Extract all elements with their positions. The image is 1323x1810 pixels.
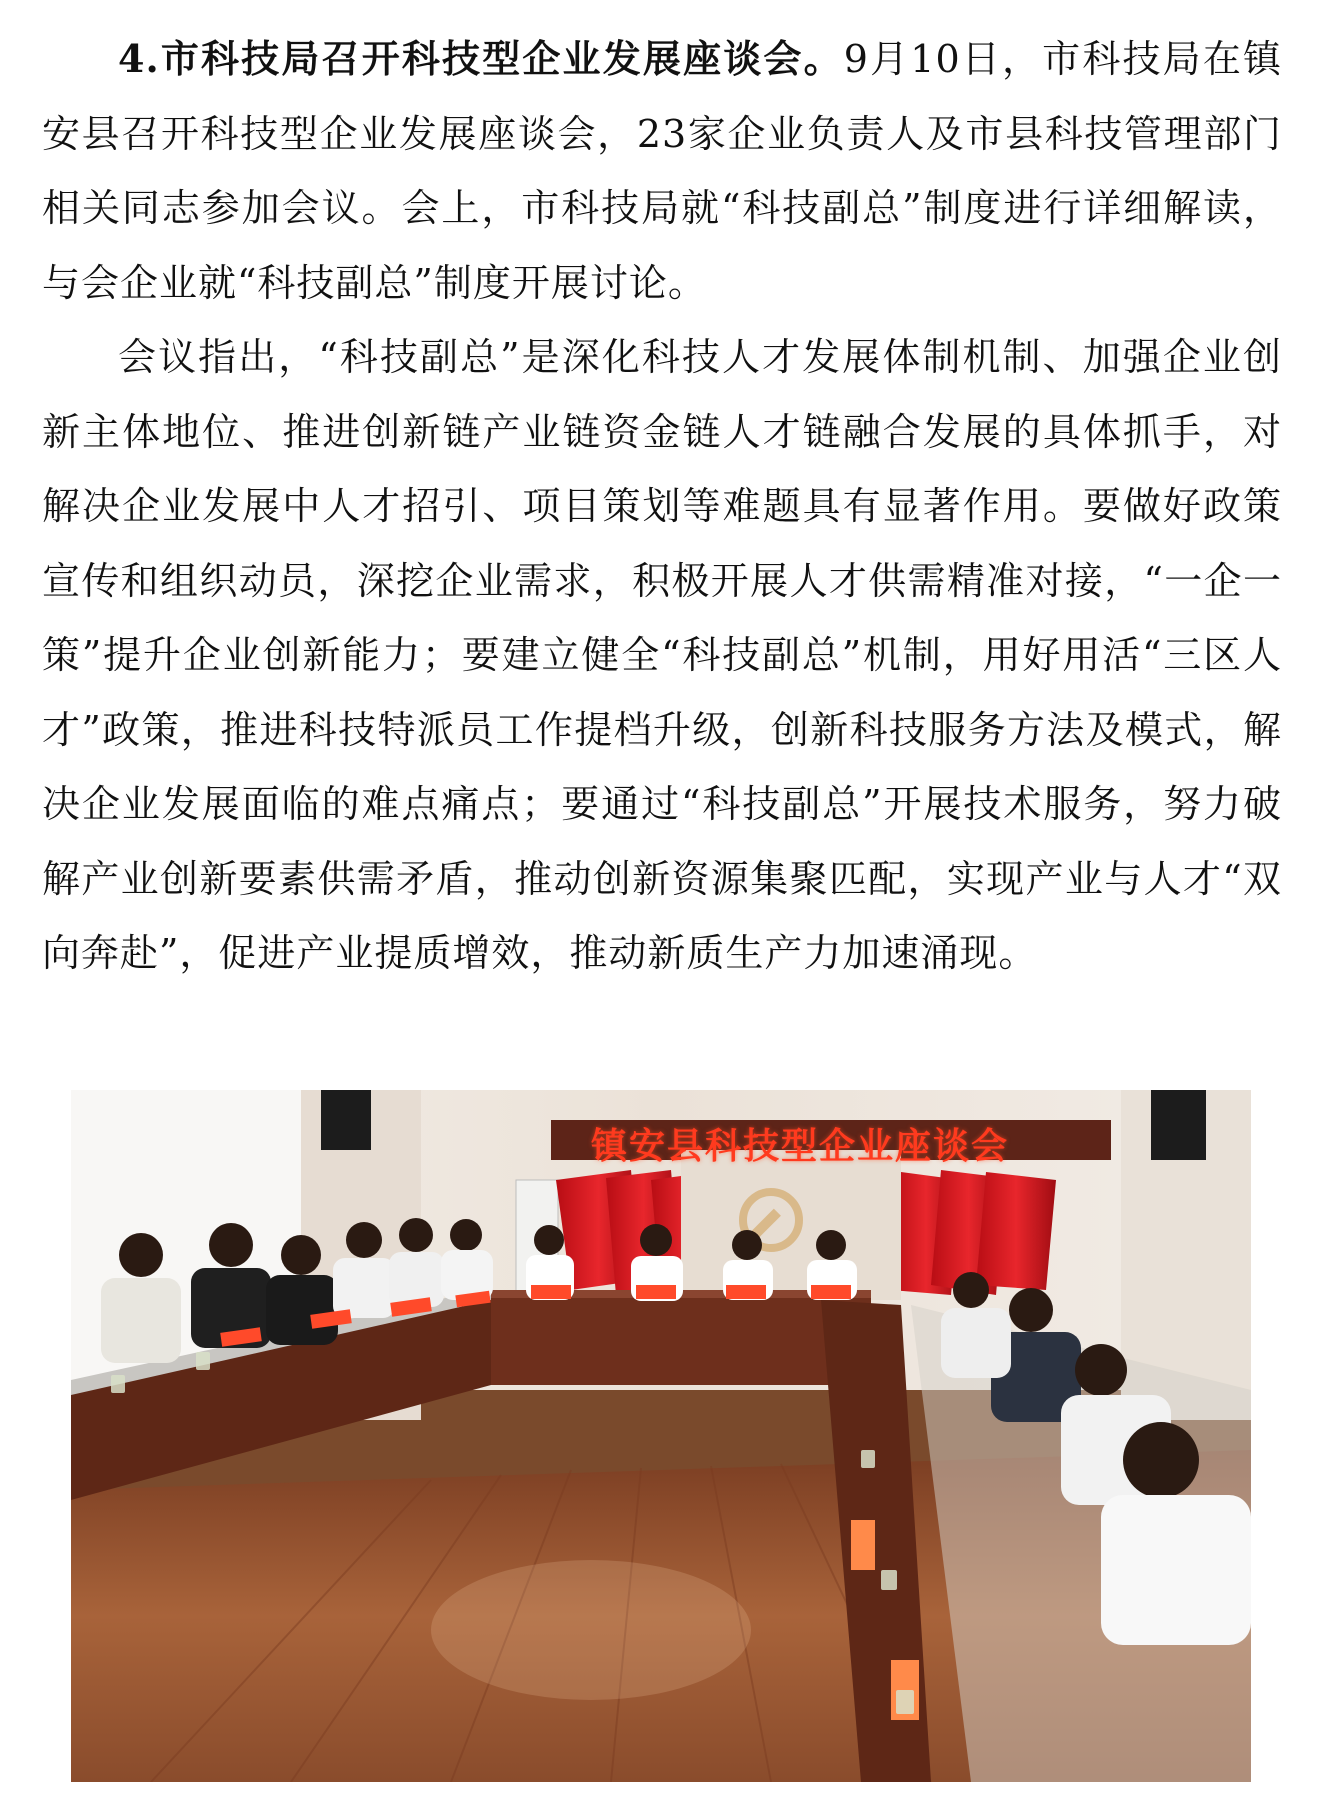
paragraph-lead-title: 4.市科技局召开科技型企业发展座谈会。 [118, 36, 844, 81]
meeting-photo [71, 1090, 1251, 1782]
paragraph-1 [42, 22, 1282, 320]
article-body [42, 22, 1282, 991]
right-speaker [1151, 1090, 1206, 1160]
paragraph-1-text: 9月10日，市科技局在镇安县召开科技型企业发展座谈会，23家企业负责人及市县科技管理部门相关同志参加会议。会上，市科技局就“科技副总”制度进行详细解读，与会企业就“科技副总”制度开展讨论。 [42, 37, 1283, 305]
paragraph-2: 会议指出，“科技副总”是深化科技人才发展体制机制、加强企业创新主体地位、推进创新链产业链资金链人才链融合发展的具体抓手，对解决企业发展中人才招引、项目策划等难题具有显著作用。要做好政策宣传和组织动员，深挖企业需求，积极开展人才供需精准对接，“一企一策”提升企业创新能力；要建立健全“科技副总”机制，用好用活“三区人才”政策，推进科技特派员工作提档升级，创新科技服务方法及模式，解决企业发展面临的难点痛点；要通过“科技副总”开展技术服务，努力破解产业创新要素供需矛盾，推动创新资源集聚匹配，实现产业与人才“双向奔赴”，促进产业提质增效，推动新质生产力加速涌现。 [42, 335, 1282, 975]
photo-banner-text: 镇安县科技型企业座谈会 [590, 1126, 1009, 1167]
left-speaker [321, 1090, 371, 1150]
meeting-photo-illustration [71, 1090, 1251, 1782]
head-table [491, 1295, 871, 1385]
